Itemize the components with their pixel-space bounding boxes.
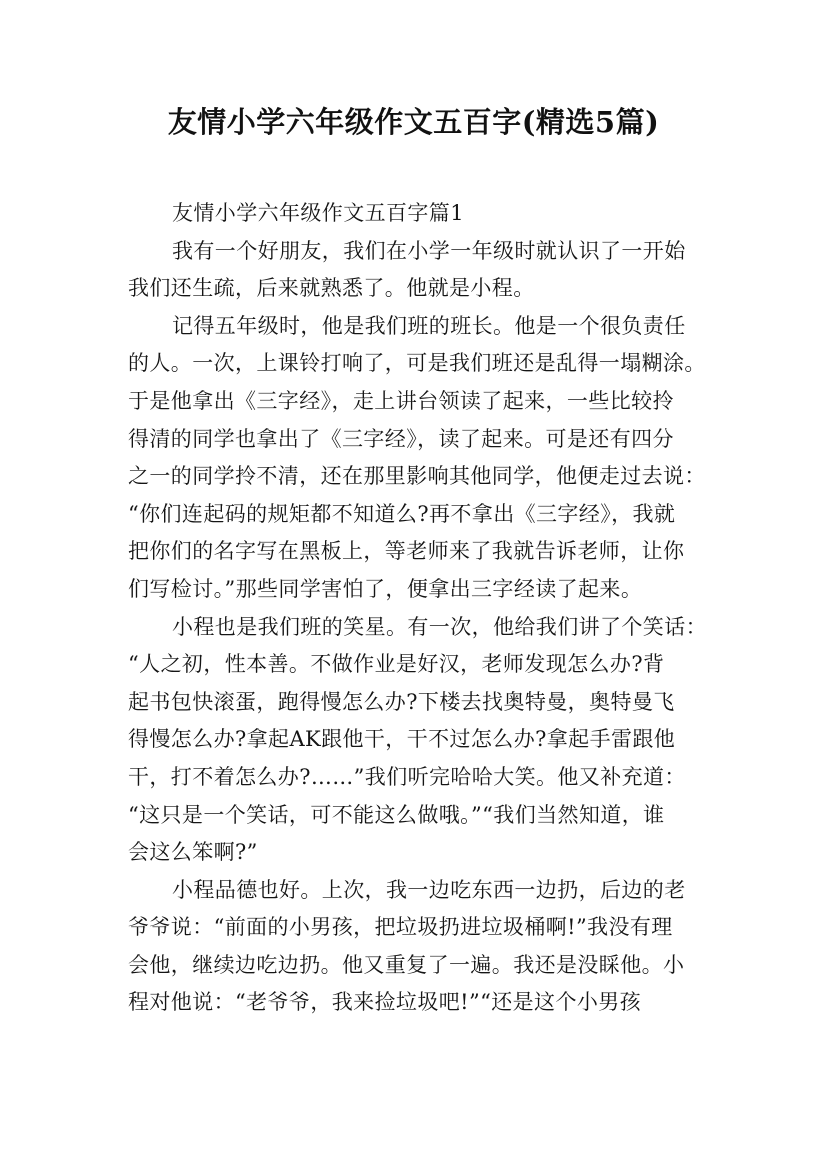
text-line: 我们还生疏，后来就熟悉了。他就是小程。: [128, 276, 535, 301]
text-line: 会这么笨啊?”: [128, 840, 258, 865]
text-line: 记得五年级时，他是我们班的班长。他是一个很负责任: [172, 313, 686, 338]
text-line: 的人。一次，上课铃打响了，可是我们班还是乱得一塌糊涂。: [128, 351, 706, 376]
text-line: 于是他拿出《三字经》，走上讲台领读了起来，一些比较拎: [128, 388, 674, 413]
text-line: 小程品德也好。上次，我一边吃东西一边扔，后边的老: [172, 877, 686, 902]
text-line: 们写检讨。”那些同学害怕了，便拿出三字经读了起来。: [128, 576, 643, 601]
text-line: “这只是一个笑话，可不能这么做哦。”“我们当然知道，谁: [128, 802, 665, 827]
text-line: 把你们的名字写在黑板上，等老师来了我就告诉老师，让你: [128, 539, 685, 564]
text-line: 得清的同学也拿出了《三字经》，读了起来。可是还有四分: [128, 426, 674, 451]
text-line: 小程也是我们班的笑星。有一次，他给我们讲了个笑话：: [172, 614, 707, 639]
document-title: 友情小学六年级作文五百字(精选5篇): [167, 105, 660, 139]
text-line: 爷爷说：“前面的小男孩，把垃圾扔进垃圾桶啊!”我没有理: [128, 915, 673, 940]
text-line: “你们连起码的规矩都不知道么?再不拿出《三字经》，我就: [128, 501, 676, 526]
text-line: 程对他说：“老爷爷，我来捡垃圾吧!”“还是这个小男孩: [128, 990, 642, 1015]
text-line: 之一的同学拎不清，还在那里影响其他同学，他便走过去说：: [128, 464, 706, 489]
text-line: 干，打不着怎么办?……”我们听完哈哈大笑。他又补充道：: [128, 764, 686, 789]
text-line: “人之初，性本善。不做作业是好汉，老师发现怎么办?背: [128, 652, 665, 677]
text-line: 我有一个好朋友，我们在小学一年级时就认识了一开始: [172, 238, 686, 263]
text-line: 会他，继续边吃边扔。他又重复了一遍。我还是没睬他。小: [128, 952, 685, 977]
section-heading: 友情小学六年级作文五百字篇1: [172, 201, 464, 225]
text-line: 得慢怎么办?拿起AK跟他干，干不过怎么办?拿起手雷跟他: [128, 727, 676, 752]
article-body: [128, 195, 718, 1022]
text-line: 起书包快滚蛋，跑得慢怎么办?下楼去找奥特曼，奥特曼飞: [128, 689, 675, 714]
